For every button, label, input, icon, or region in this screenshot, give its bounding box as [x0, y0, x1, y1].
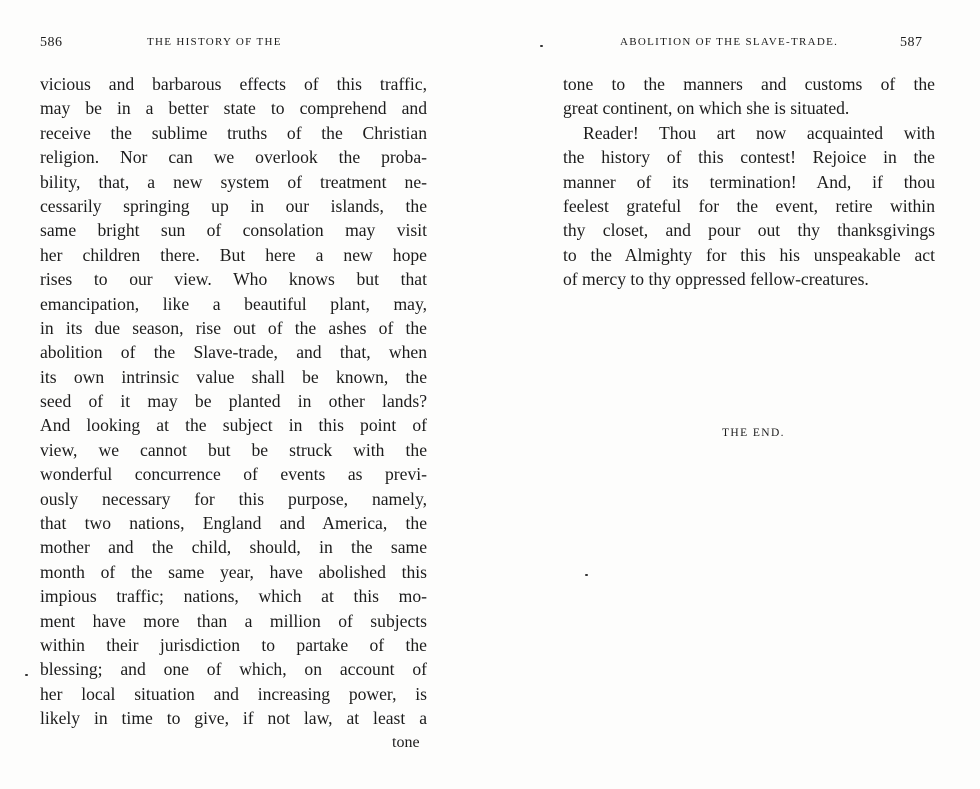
text-line: tone to the manners and customs of the — [563, 74, 935, 94]
text-line: religion. Nor can we overlook the proba- — [40, 147, 427, 168]
text-line: may be in a better state to comprehend and — [40, 98, 427, 119]
text-line: manner of its termination! And, if thou — [563, 171, 935, 192]
text-line: great continent, on which she is situated. — [563, 98, 850, 119]
text-line: impious traffic; nations, which at this mo- — [40, 586, 427, 607]
text-line: seed of it may be planted in other lands? — [40, 391, 427, 412]
text-line: that two nations, England and America, the — [40, 513, 427, 534]
text-line: receive the sublime truths of the Christian — [40, 122, 427, 143]
right-page-number: 587 — [900, 35, 923, 50]
text-line: in its due season, rise out of the ashes of the — [40, 317, 427, 338]
text-line: vicious and barbarous effects of this traffic, — [40, 74, 427, 94]
catchword: tone — [392, 734, 420, 751]
text-line: emancipation, like a beautiful plant, may, — [40, 293, 427, 314]
right-body-text — [563, 72, 935, 292]
text-line: likely in time to give, if not law, at least a — [40, 708, 427, 729]
right-running-head: ABOLITION OF THE SLAVE-TRADE. — [620, 36, 839, 48]
text-line: to the Almighty for this his unspeakable act — [563, 244, 935, 265]
text-line: bility, that, a new system of treatment ne- — [40, 171, 427, 192]
right-page — [490, 0, 980, 789]
text-line: within their jurisdiction to partake of the — [40, 634, 427, 655]
text-line: wonderful concurrence of events as previ- — [40, 464, 427, 485]
the-end-label: THE END. — [722, 427, 785, 439]
text-line: Reader! Thou art now acquainted with — [583, 122, 935, 143]
text-line: feelest grateful for the event, retire within — [563, 195, 935, 216]
text-line: thy closet, and pour out thy thanksgivings — [563, 220, 935, 241]
text-line: the history of this contest! Rejoice in the — [563, 147, 935, 168]
left-page-number: 586 — [40, 35, 63, 50]
ink-speck — [25, 674, 28, 676]
left-running-head: THE HISTORY OF THE — [147, 36, 282, 48]
left-body-text — [40, 72, 427, 731]
text-line: same bright sun of consolation may visit — [40, 220, 427, 241]
text-line: month of the same year, have abolished this — [40, 561, 427, 582]
text-line: cessarily springing up in our islands, the — [40, 195, 427, 216]
ink-speck — [585, 574, 588, 576]
text-line: view, we cannot but be struck with the — [40, 439, 427, 460]
text-line: her children there. But here a new hope — [40, 244, 427, 265]
text-line: abolition of the Slave-trade, and that, when — [40, 342, 427, 363]
text-line: rises to our view. Who knows but that — [40, 269, 427, 290]
text-line: her local situation and increasing power, is — [40, 683, 427, 704]
text-line: ously necessary for this purpose, namely, — [40, 488, 427, 509]
text-line: its own intrinsic value shall be known, the — [40, 366, 427, 387]
text-line: mother and the child, should, in the same — [40, 537, 427, 558]
text-line: of mercy to thy oppressed fellow-creatures. — [563, 269, 869, 290]
text-line: blessing; and one of which, on account of — [40, 659, 427, 680]
text-line: And looking at the subject in this point of — [40, 415, 427, 436]
text-line: ment have more than a million of subjects — [40, 610, 427, 631]
ink-speck — [540, 45, 543, 47]
